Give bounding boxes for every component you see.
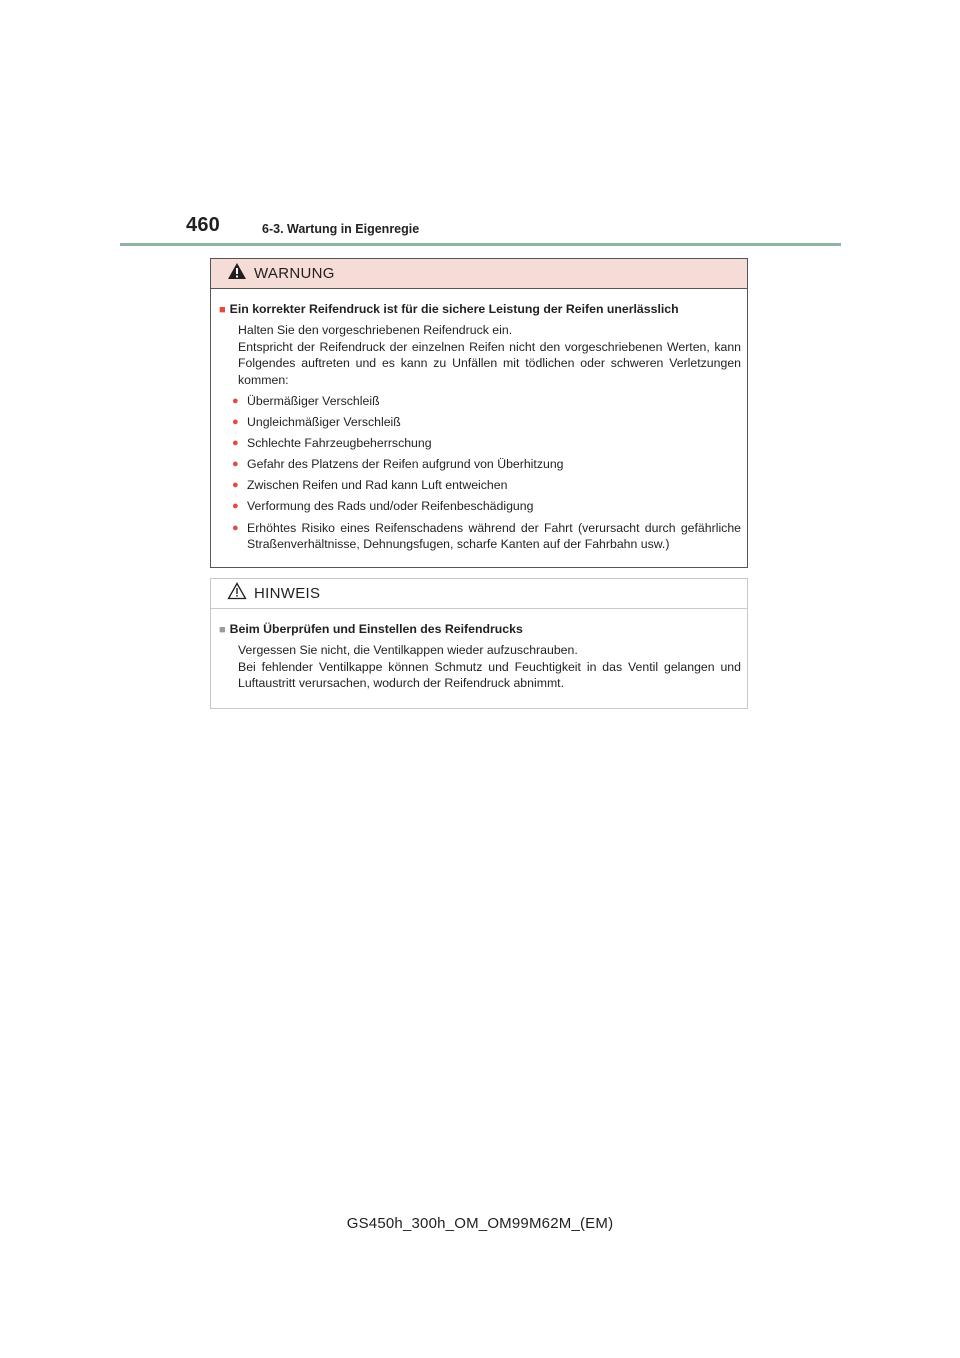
notice-heading [219, 621, 741, 638]
warning-heading-text: Ein korrekter Reifendruck ist für die sichere Leistung der Reifen unerlässlich [229, 302, 679, 316]
notice-box [210, 578, 748, 709]
list-item-text: Verformung des Rads und/oder Reifenbeschädigung [247, 499, 534, 514]
warning-heading [219, 301, 741, 318]
bullet-dot-icon: ● [232, 416, 239, 429]
bullet-dot-icon: ● [232, 395, 239, 407]
caution-triangle-icon [227, 582, 247, 605]
bullet-dot-icon: ● [232, 458, 239, 471]
notice-body [211, 609, 747, 692]
list-item-text: Übermäßiger Verschleiß [247, 394, 380, 408]
list-item [232, 498, 741, 515]
notice-text-line-1: Vergessen Sie nicht, die Ventilkappen wieder aufzuschrauben. [238, 643, 578, 657]
warning-intro-line-2: Entspricht der Reifendruck der einzelnen Reifen nicht den vorgeschriebenen Werten, kann Folgendes auftreten und es kann zu Unfällen mit tödlichen oder schweren Verletzungen kommen: [238, 339, 741, 387]
warning-intro-line-1: Halten Sie den vorgeschriebenen Reifendruck ein. [238, 323, 513, 337]
section-title: 6-3. Wartung in Eigenregie [262, 222, 420, 236]
list-item-text: Zwischen Reifen und Rad kann Luft entweichen [247, 478, 508, 493]
warning-intro [238, 322, 741, 388]
notice-text-line-2: Bei fehlender Ventilkappe können Schmutz und Feuchtigkeit in das Ventil gelangen und Luftaustritt verursachen, wodurch der Reifendruck abnimmt. [238, 659, 741, 690]
page-number: 460 [186, 214, 220, 236]
bullet-dot-icon: ● [232, 437, 239, 450]
notice-text [238, 642, 741, 692]
notice-heading-text: Beim Überprüfen und Einstellen des Reifendrucks [229, 622, 523, 636]
list-item [232, 520, 741, 553]
warning-box [210, 258, 748, 568]
list-item [232, 435, 741, 452]
bullet-dot-icon: ● [232, 479, 239, 492]
list-item-text: Schlechte Fahrzeugbeherrschung [247, 436, 432, 451]
bullet-dot-icon: ● [232, 500, 239, 513]
list-item-text: Erhöhtes Risiko eines Reifenschadens während der Fahrt (verursacht durch gefährliche Straßenverhältnisse, Dehnungsfugen, scharfe Kanten auf der Fahrbahn usw.) [247, 520, 741, 552]
square-bullet-icon: ■ [219, 624, 226, 636]
list-item-text: Gefahr des Platzens der Reifen aufgrund von Überhitzung [247, 457, 564, 472]
warning-label: WARNUNG [254, 265, 335, 282]
list-item [232, 393, 741, 410]
square-bullet-icon: ■ [219, 304, 226, 316]
warning-body [211, 289, 747, 553]
warning-list [232, 393, 741, 553]
notice-label: HINWEIS [254, 585, 321, 602]
bullet-dot-icon: ● [232, 521, 239, 534]
header-rule [120, 243, 841, 246]
document-id-footer: GS450h_300h_OM_OM99M62M_(EM) [346, 1215, 614, 1232]
list-item [232, 477, 741, 494]
warning-triangle-icon [227, 262, 247, 285]
list-item-text: Ungleichmäßiger Verschleiß [247, 415, 401, 430]
list-item [232, 456, 741, 473]
list-item [232, 414, 741, 431]
warning-header [211, 259, 747, 289]
notice-header [211, 579, 747, 609]
